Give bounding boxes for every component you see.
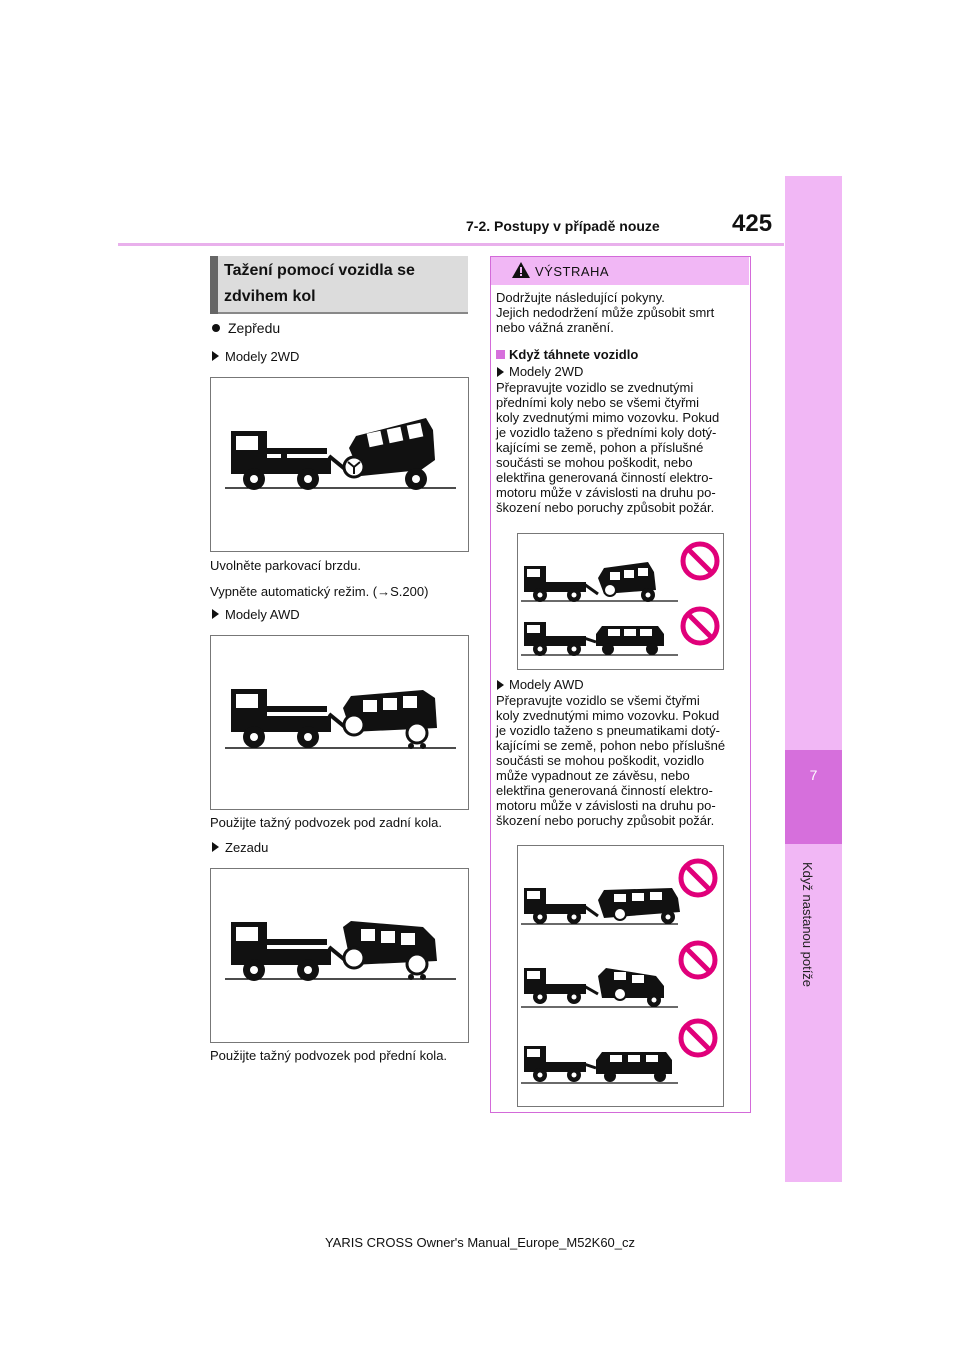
warning-text-line: škození nebo poruchy způsobit požár.	[496, 813, 715, 828]
warning-text-2wd	[496, 380, 719, 515]
auto-mode-ref[interactable]: S.200)	[390, 584, 429, 599]
prohibition-icon	[681, 943, 715, 977]
model-awd-label: Modely AWD	[225, 607, 300, 622]
prohibited-tow-figure-awd	[517, 845, 724, 1107]
prohibited-tow-illustration	[518, 534, 723, 669]
warning-intro-line: Jejich nedodržení může způsobit smrt	[496, 305, 715, 320]
triangle-right-icon	[497, 367, 504, 377]
tow-figure-awd-dolly	[210, 635, 469, 810]
square-bullet-icon	[496, 350, 505, 359]
warning-text-line: může vypadnout ze závěsu, nebo	[496, 768, 690, 783]
chapter-side-tab	[785, 176, 842, 1182]
bullet-rear: Zezadu	[225, 840, 269, 855]
warning-text-line: elektřina generovaná činností elektro-	[496, 470, 713, 485]
warning-intro-line: Dodržujte následující pokyny.	[496, 290, 665, 305]
auto-mode-label: Vypněte automatický režim. (	[210, 584, 378, 599]
triangle-right-icon	[212, 351, 219, 361]
warning-text-line: škození nebo poruchy způsobit požár.	[496, 500, 715, 515]
prohibition-icon	[683, 609, 717, 643]
warning-text-awd	[496, 693, 725, 828]
section-heading-bar	[210, 256, 218, 314]
arrow-ref-icon: →	[377, 584, 391, 599]
warning-text-line: koly zvednutými mimo vozovku. Pokud	[496, 410, 720, 425]
warning-text-line: kajícími se země, pohon nebo příslušné	[496, 738, 726, 753]
warning-text-line: předními koly nebo se všemi čtyřmi	[496, 395, 700, 410]
warning-text-line: motoru může v závislosti na druhu po-	[496, 485, 716, 500]
bullet-dot-icon	[212, 324, 220, 332]
prohibited-tow-figure-2wd	[517, 533, 724, 670]
chapter-number-box	[785, 750, 842, 844]
model-2wd-label: Modely 2WD	[225, 349, 300, 364]
warning-triangle-icon	[512, 262, 530, 278]
warning-text-line: motoru může v závislosti na druhu po-	[496, 798, 716, 813]
release-brake-text: Uvolněte parkovací brzdu.	[210, 558, 362, 573]
footer-text: YARIS CROSS Owner's Manual_Europe_M52K60_cz	[324, 1235, 636, 1250]
warning-text-line: Přepravujte vozidlo se všemi čtyřmi	[496, 693, 700, 708]
warning-subheading: Když táhnete vozidlo	[509, 347, 639, 362]
chapter-number: 7	[809, 767, 818, 783]
triangle-right-icon	[212, 609, 219, 619]
tow-illustration	[211, 636, 468, 809]
warning-text-line: Přepravujte vozidlo se zvednutými	[496, 380, 694, 395]
tow-figure-front-2wd	[210, 377, 469, 552]
warning-text-line: elektřina generovaná činností elektro-	[496, 783, 713, 798]
warning-text-line: kajícími se země, pohon a příslušné	[496, 440, 704, 455]
chapter-title: Když nastanou potíže	[800, 862, 815, 988]
warning-model-2wd: Modely 2WD	[509, 364, 584, 379]
triangle-right-icon	[212, 842, 219, 852]
triangle-right-icon	[497, 680, 504, 690]
section-heading-line2: zdvihem kol	[224, 288, 316, 305]
warning-title: VÝSTRAHA	[535, 264, 610, 279]
warning-model-awd: Modely AWD	[509, 677, 584, 692]
prohibition-icon	[681, 1021, 715, 1055]
prohibited-tow-illustration	[518, 846, 723, 1106]
page-number: 425	[732, 210, 773, 237]
tow-illustration	[211, 869, 468, 1042]
tow-figure-rear-dolly	[210, 868, 469, 1043]
section-title: 7-2. Postupy v případě nouze	[466, 218, 660, 234]
section-heading-line1: Tažení pomocí vozidla se	[224, 262, 415, 279]
section-heading	[224, 258, 464, 310]
warning-intro-line: nebo vážná zranění.	[496, 320, 614, 335]
warning-text-line: je vozidlo taženo s pneumatikami dotý-	[496, 723, 721, 738]
prohibition-icon	[681, 861, 715, 895]
warning-text-line: koly zvednutými mimo vozovku. Pokud	[496, 708, 720, 723]
warning-text-line: součásti se mohou poškodit, nebo	[496, 455, 693, 470]
bullet-front: Zepředu	[228, 320, 281, 336]
warning-intro	[496, 290, 714, 335]
header-rule	[118, 243, 784, 246]
dolly-front-text: Použijte tažný podvozek pod přední kola.	[210, 1048, 448, 1063]
prohibition-icon	[683, 544, 717, 578]
dolly-rear-text: Použijte tažný podvozek pod zadní kola.	[210, 815, 442, 830]
warning-text-line: součásti se mohou poškodit, vozidlo	[496, 753, 705, 768]
warning-text-line: je vozidlo taženo s předními koly dotý-	[496, 425, 717, 440]
tow-illustration	[211, 378, 468, 551]
auto-mode-text	[210, 583, 428, 600]
